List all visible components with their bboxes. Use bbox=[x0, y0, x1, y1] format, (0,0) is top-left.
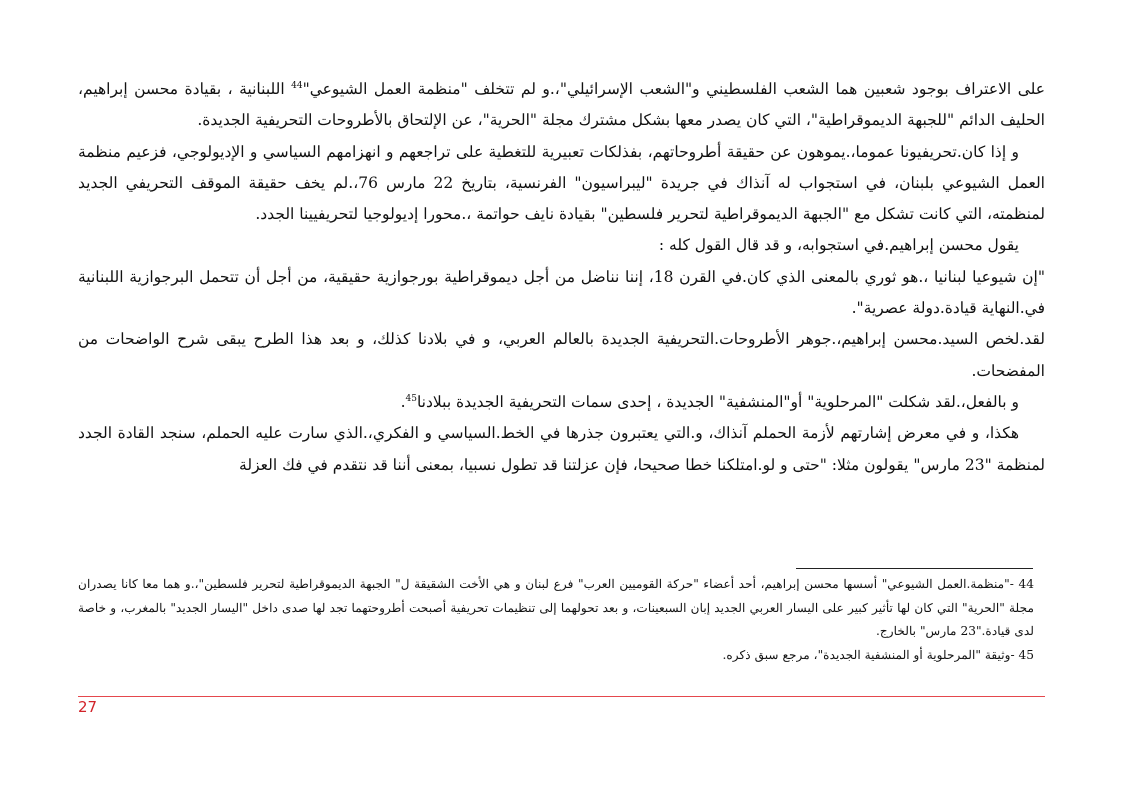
paragraph: هكذا، و في معرض إشارتهم لأزمة الحملم آنذاك، و.التي يعتبرون جذرها في الخط.السياسي و الفكري،.الذي سارت عليه الحملم، سنجد القادة الجدد لمنظمة "23 مارس" يقولون مثلا: "حتى و لو.امتلكنا خطا صحيحا، فإن عزلتنا قد تطول نسبيا، بمعنى أننا قد نتقدم في فك العزلة bbox=[78, 424, 1045, 474]
paragraph: و إذا كان.تحريفيونا عموما،.يموهون عن حقيقة أطروحاتهم، بفذلكات تعبيرية للتغطية على تراجعهم و انهزامهم السياسي و الإديولوجي، فزعيم منظمة العمل الشيوعي بلبنان، في استجواب له آنذاك في جريدة "ليبراسيون" الفرنسية، بتاريخ 22 مارس 76،.لم يخف حقيقة الموقف التحريفي الجديد لمنظمته، التي كانت تشكل مع "الجبهة الديموقراطية لتحرير فلسطين" بقيادة نايف حواتمة ،.محورا إديولوجيا لتحريفيينا الجدد. bbox=[78, 142, 1045, 224]
paragraph: يقول محسن إبراهيم.في استجوابه، و قد قال القول كله : bbox=[658, 236, 1019, 255]
footnote-44: 44 -"منظمة.العمل الشيوعي" أسسها محسن إبراهيم، أحد أعضاء "حركة القوميين العرب" فرع لبنان و هي الأخت الشقيقة ل" الجبهة الديموقراطية لتحرير فلسطين"،.و هما معا كانا يصدران مجلة "الحرية" التي كان لها تأثير كبير على اليسار العربي الجديد إبان السبعينات، و بعد تحولهما إلى تنظيمات تحريفية أصبحت أطروحتهما تجد لها صدى داخل "اليسار الجديد" بالمغرب، و خاصة لدى قيادة."23 مارس" بالخارج. bbox=[78, 577, 1034, 639]
quote-paragraph: "إن شيوعيا لبنانيا ،.هو ثوري بالمعنى الذي كان.في القرن 18، إننا نناضل من أجل ديموقراطية بورجوازية حقيقية، من أجل أن تتحمل البرجوازية اللبنانية في.النهاية قيادة.دولة عصرية". bbox=[78, 267, 1045, 318]
main-text bbox=[78, 74, 1045, 481]
footnote-45: 45 -وثيقة "المرحلوية أو المنشفية الجديدة"، مرجع سبق ذكره. bbox=[722, 648, 1034, 663]
paragraph bbox=[78, 387, 1045, 418]
footer-divider bbox=[78, 696, 1045, 697]
page-number: 27 bbox=[78, 698, 98, 716]
footnote-ref-44[interactable]: 44 bbox=[291, 80, 303, 91]
paragraph-text: و بالفعل،.لقد شكلت "المرحلوية" أو"المنشفية" الجديدة ، إحدى سمات التحريفية الجديدة ببلادنا bbox=[416, 392, 1019, 411]
paragraph bbox=[78, 74, 1045, 137]
paragraph-text: اللبنانية ، بقيادة محسن إبراهيم، الحليف الدائم "للجبهة الديموقراطية"، التي كان يصدر معها بشكل مشترك مجلة "الحرية"، عن الإلتحاق بالأطروحات التحريفية الجديدة. bbox=[78, 80, 1045, 130]
footnotes bbox=[78, 573, 1034, 668]
paragraph-text: . bbox=[400, 392, 406, 411]
footnote-ref-45[interactable]: 45 bbox=[405, 393, 417, 404]
paragraph-text: على الاعتراف بوجود شعبين هما الشعب الفلسطيني و"الشعب الإسرائيلي"،.و لم تتخلف "منظمة العمل الشيوعي" bbox=[302, 80, 1046, 98]
footnote-separator bbox=[796, 568, 1033, 569]
paragraph: لقد.لخص السيد.محسن إبراهيم،.جوهر الأطروحات.التحريفية الجديدة بالعالم العربي، و في بلادنا كذلك، و بعد هذا الطرح يبقى شرح الواضحات من المفضحات. bbox=[78, 330, 1045, 380]
